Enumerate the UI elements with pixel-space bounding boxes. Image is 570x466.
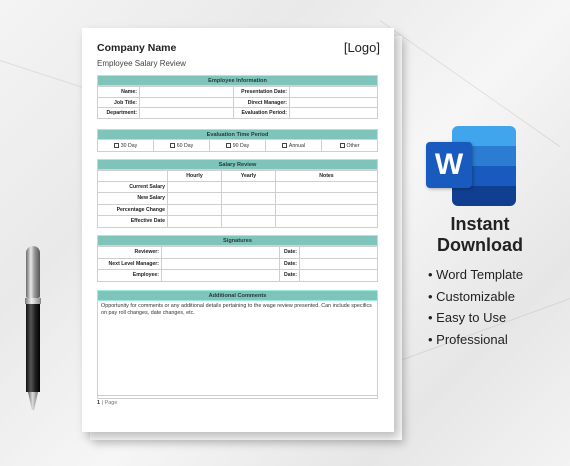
checkbox[interactable]: [340, 143, 345, 148]
row-label: Percentage Change: [98, 205, 168, 217]
field-value[interactable]: [290, 108, 378, 119]
table-row: [98, 108, 378, 119]
column-header: Hourly: [168, 171, 222, 182]
field-value[interactable]: [140, 108, 234, 119]
company-name: Company Name: [97, 42, 177, 54]
salary-review-section: [97, 159, 378, 228]
table-row: [98, 98, 378, 109]
period-option-90[interactable]: 90 Day: [210, 140, 266, 151]
period-option-other[interactable]: Other: [322, 140, 377, 151]
signature-field[interactable]: [162, 247, 280, 259]
field-value[interactable]: [290, 98, 378, 109]
field-label: Department:: [98, 108, 140, 119]
section-header: Signatures: [97, 235, 378, 246]
field-label: Presentation Date:: [234, 87, 290, 98]
document-subtitle: Employee Salary Review: [97, 59, 186, 68]
checkbox[interactable]: [282, 143, 287, 148]
field-value[interactable]: [222, 205, 276, 217]
field-label: Date:: [280, 259, 300, 271]
list-item: • Professional: [428, 329, 523, 351]
row-label: Effective Date: [98, 216, 168, 228]
employee-info-section: [97, 75, 378, 119]
table-row: [98, 193, 378, 205]
field-value[interactable]: [276, 216, 378, 228]
signature-field[interactable]: [162, 259, 280, 271]
page-number: 1: [97, 400, 101, 406]
page-label: | Page: [101, 400, 118, 406]
table-row: [98, 247, 378, 259]
section-header: Employee Information: [97, 75, 378, 86]
page-footer: [97, 400, 117, 406]
period-option-60[interactable]: 60 Day: [154, 140, 210, 151]
logo-placeholder: [Logo]: [343, 40, 380, 55]
date-field[interactable]: [300, 247, 378, 259]
field-value[interactable]: [222, 216, 276, 228]
list-item: • Word Template: [428, 264, 523, 286]
field-label: Reviewer:: [98, 247, 162, 259]
checkbox[interactable]: [170, 143, 175, 148]
field-label: Date:: [280, 270, 300, 282]
field-value[interactable]: [276, 205, 378, 217]
field-value[interactable]: [222, 193, 276, 205]
section-header: Salary Review: [97, 159, 378, 170]
field-value[interactable]: [276, 182, 378, 194]
pen-image: [26, 246, 40, 416]
document-page: [82, 28, 394, 432]
field-label: Direct Manager:: [234, 98, 290, 109]
section-header: Additional Comments: [97, 290, 378, 301]
table-row: [98, 182, 378, 194]
evaluation-period-section: [97, 129, 378, 152]
checkbox[interactable]: [114, 143, 119, 148]
field-label: Employee:: [98, 270, 162, 282]
signatures-section: [97, 235, 378, 282]
date-field[interactable]: [300, 270, 378, 282]
row-label: New Salary: [98, 193, 168, 205]
table-row: [98, 270, 378, 282]
field-value[interactable]: [290, 87, 378, 98]
list-item: • Customizable: [428, 286, 523, 308]
field-label: Job Title:: [98, 98, 140, 109]
word-letter-icon: W: [426, 142, 472, 188]
field-value[interactable]: [168, 193, 222, 205]
field-value[interactable]: [168, 216, 222, 228]
table-row: [98, 205, 378, 217]
list-item: • Easy to Use: [428, 307, 523, 329]
signature-field[interactable]: [162, 270, 280, 282]
feature-list: [428, 264, 523, 350]
field-value[interactable]: [222, 182, 276, 194]
section-header: Evaluation Time Period: [97, 129, 378, 140]
field-label: Date:: [280, 247, 300, 259]
field-value[interactable]: [140, 87, 234, 98]
field-label: Evaluation Period:: [234, 108, 290, 119]
footer-divider: [97, 395, 378, 396]
field-value[interactable]: [168, 182, 222, 194]
table-row: [98, 259, 378, 271]
field-label: Next Level Manager:: [98, 259, 162, 271]
field-value[interactable]: [168, 205, 222, 217]
row-label: Current Salary: [98, 182, 168, 194]
comments-textarea[interactable]: Opportunity for comments or any additional details pertaining to the wage review presented. Can include specifics on pay roll changes, date changes, etc.: [97, 301, 378, 399]
field-value[interactable]: [140, 98, 234, 109]
period-option-annual[interactable]: Annual: [266, 140, 322, 151]
field-value[interactable]: [276, 193, 378, 205]
date-field[interactable]: [300, 259, 378, 271]
comments-section: [97, 290, 378, 399]
table-row: [98, 87, 378, 98]
table-row: [98, 216, 378, 228]
column-header: Yearly: [222, 171, 276, 182]
promo-headline: Instant Download: [437, 214, 523, 255]
checkbox[interactable]: [226, 143, 231, 148]
column-header: Notes: [276, 171, 378, 182]
field-label: Name:: [98, 87, 140, 98]
table-header-row: [98, 171, 378, 182]
period-option-30[interactable]: 30 Day: [98, 140, 154, 151]
word-app-icon: [426, 126, 516, 206]
